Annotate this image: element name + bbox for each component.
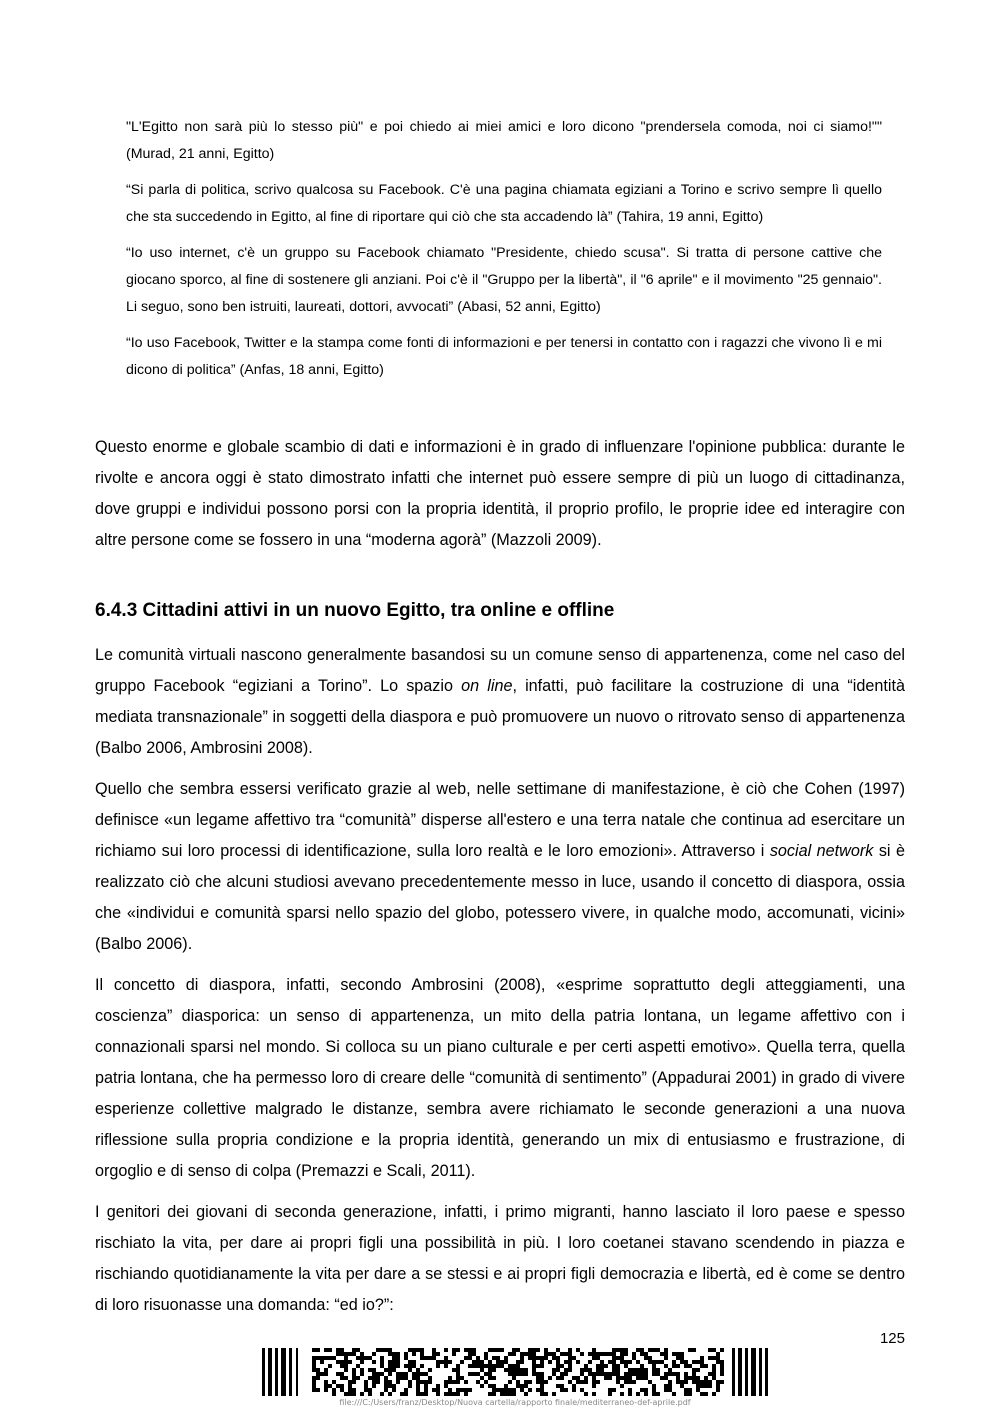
paragraph-2-emphasis: social network	[769, 842, 874, 860]
paragraph-4: I genitori dei giovani di seconda generazione, infatti, i primo migranti, hanno lasciato il loro paese e spesso rischiato la vita, per dare ai propri figli una possibilità in più. I loro coetanei stavano scendendo in piazza e rischiando quotidianamente la vita per dare a se stessi e ai propri figli democrazia e libertà, ed è come se dentro di loro risuonasse una domanda: “ed io?”:	[95, 1203, 905, 1314]
paragraph-2-text-a: Quello che sembra essersi verificato grazie al web, nelle settimane di manifestazione, è ciò che Cohen (1997) definisce «un legame affettivo tra “comunità” disperse all'estero e una terra natale che continua ad esercitare un richiamo sui loro processi di identificazione, sulla loro realtà e le loro emozioni». Attraverso i	[95, 780, 905, 860]
barcode-image	[262, 1348, 768, 1396]
intro-paragraph: Questo enorme e globale scambio di dati e informazioni è in grado di influenzare l'opinione pubblica: durante le rivolte e ancora oggi è stato dimostrato infatti che internet può essere sempre di più un luogo di cittadinanza, dove gruppi e individui possono porsi con la propria identità, il proprio profilo, le proprie idee ed interagire con altre persone come se fossero in una “moderna agorà” (Mazzoli 2009).	[95, 438, 905, 549]
paragraph-1-emphasis: on line	[461, 677, 513, 695]
interview-quotes	[126, 114, 882, 393]
page-number: 125	[879, 1330, 905, 1347]
quote-tahira: “Si parla di politica, scrivo qualcosa su Facebook. C'è una pagina chiamata egiziani a Torino e scrivo sempre lì quello che sta succedendo in Egitto, al fine di riportare qui ciò che sta accadendo là” (Tahira, 19 anni, Egitto)	[126, 182, 882, 225]
section-heading: 6.4.3 Cittadini attivi in un nuovo Egitto, tra online e offline	[95, 600, 615, 621]
paragraph-1	[95, 640, 905, 764]
paragraph-1-text-a: Le comunità virtuali nascono generalmente basandosi su un comune senso di appartenenza, come nel caso del gruppo Facebook “egiziani a Torino”. Lo spazio	[95, 646, 905, 695]
paragraph-3: Il concetto di diaspora, infatti, secondo Ambrosini (2008), «esprime soprattutto degli atteggiamenti, una coscienza” diasporica: un senso di appartenenza, un mito della patria lontana, un legame affettivo con i connazionali sparsi nel mondo. Si colloca su un piano culturale e per certi aspetti emotivo». Quella terra, quella patria lontana, che ha permesso loro di creare delle “comunità di sentimento” (Appadurai 2001) in grado di vivere esperienze collettive malgrado le distanze, sembra avere richiamato le seconde generazioni a una nuova riflessione sulla propria condizione e la propria identità, generando un mix di entusiasmo e frustrazione, di orgoglio e di senso di colpa (Premazzi e Scali, 2011).	[95, 976, 905, 1180]
paragraph-2-text-b: si è realizzato ciò che alcuni studiosi avevano precedentemente messo in luce, usando il concetto di diaspora, ossia che «individui e comunità sparsi nello spazio del globo, potessero vivere, in qualche modo, accomunati, vicini» (Balbo 2006).	[95, 842, 905, 953]
quote-anfas: “Io uso Facebook, Twitter e la stampa come fonti di informazioni e per tenersi in contatto con i ragazzi che vivono lì e mi dicono di politica” (Anfas, 18 anni, Egitto)	[126, 335, 882, 378]
footer-barcode-area	[262, 1348, 768, 1410]
paragraph-1-text-b: , infatti, può facilitare la costruzione di una “identità mediata transnazionale” in soggetti della diaspora e può promuovere un nuovo o ritrovato senso di appartenenza (Balbo 2006, Ambrosini 2008).	[95, 677, 905, 757]
footer-file-path: file:///C:/Users/franz/Desktop/Nuova cartella/rapporto finale/mediterraneo-def-aprile.pdf	[339, 1398, 691, 1407]
section-body	[95, 640, 905, 1331]
paragraph-2	[95, 774, 905, 960]
quote-murad: "L'Egitto non sarà più lo stesso più" e poi chiedo ai miei amici e loro dicono "prendersela comoda, noi ci siamo!"" (Murad, 21 anni, Egitto)	[126, 119, 882, 162]
intro-block	[95, 432, 905, 566]
quote-abasi: “Io uso internet, c'è un gruppo su Facebook chiamato "Presidente, chiedo scusa". Si tratta di persone cattive che giocano sporco, al fine di sostenere gli anziani. Poi c'è il "Gruppo per la libertà", il "6 aprile" e il movimento "25 gennaio". Li seguo, sono ben istruiti, laureati, dottori, avvocati” (Abasi, 52 anni, Egitto)	[126, 245, 882, 315]
